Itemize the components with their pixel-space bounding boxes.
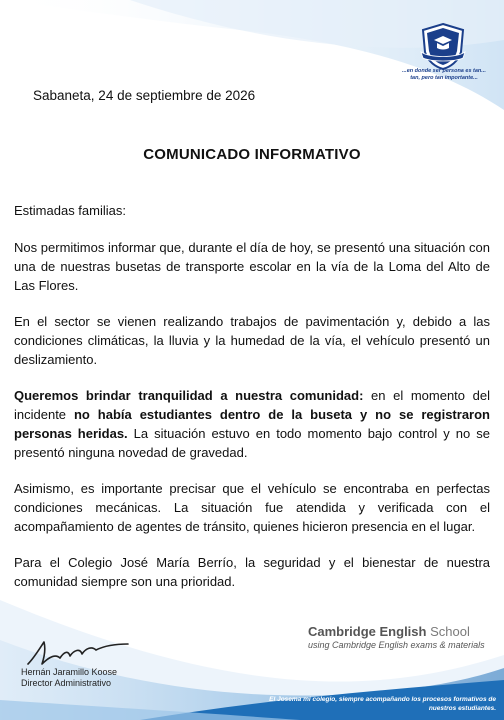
paragraph-3-bold-2: no había estudiantes dentro de la buseta y no se registraron personas heridas. — [14, 407, 490, 441]
letter-body — [14, 201, 490, 608]
letter-date: Sabaneta, 24 de septiembre de 2026 — [33, 88, 256, 103]
cambridge-subtitle: using Cambridge English exams & materials — [308, 640, 485, 650]
cambridge-brand — [308, 624, 498, 639]
paragraph-5: Para el Colegio José María Berrío, la seguridad y el bienestar de nuestra comunidad siempre son una prioridad. — [14, 555, 490, 589]
handwritten-signature — [24, 638, 134, 668]
signer-block — [21, 667, 117, 689]
footer-note-line-1: El Josema mi colegio, siempre acompañando los procesos formativos de — [269, 696, 496, 703]
footer-note-line-2: nuestros estudiantes. — [428, 705, 496, 712]
paragraph-3-text-1: en el momento del incidente — [14, 388, 490, 422]
school-crest-logo — [418, 22, 468, 70]
cambridge-brand-main: Cambridge English — [308, 624, 431, 639]
paragraph-3-bold-1: Queremos brindar tranquilidad a nuestra comunidad: — [14, 388, 364, 403]
signer-role: Director Administrativo — [21, 678, 112, 688]
letter-title: COMUNICADO INFORMATIVO — [143, 146, 361, 163]
footer-note — [250, 695, 496, 713]
paragraph-4: Asimismo, es importante precisar que el vehículo se encontraba en perfectas condiciones mecánicas. La situación fue atendida y verificada con el acompañamiento de agentes de tránsito, quienes hicieron presencia en el lugar. — [14, 481, 490, 534]
paragraph-3-text-2: La situación estuvo en todo momento bajo control y no se presentó ninguna novedad de gravedad. — [14, 426, 490, 460]
school-tagline — [392, 68, 496, 82]
cambridge-brand-school: School — [430, 624, 470, 639]
letter-greeting: Estimadas familias: — [14, 203, 126, 218]
tagline-line-1: ...en donde ser persona es tan... — [402, 68, 486, 74]
paragraph-1: Nos permitimos informar que, durante el día de hoy, se presentó una situación con una de nuestras busetas de transporte escolar en la vía de la Loma del Alto de Las Flores. — [14, 240, 490, 293]
paragraph-3 — [14, 386, 490, 462]
tagline-line-2: tan, pero tan importante... — [410, 75, 478, 81]
signer-name: Hernán Jaramillo Koose — [21, 667, 118, 677]
paragraph-2: En el sector se vienen realizando trabajos de pavimentación y, debido a las condiciones climáticas, la lluvia y la humedad de la vía, el vehículo presentó un deslizamiento. — [14, 314, 490, 367]
cambridge-school-badge — [308, 624, 498, 650]
